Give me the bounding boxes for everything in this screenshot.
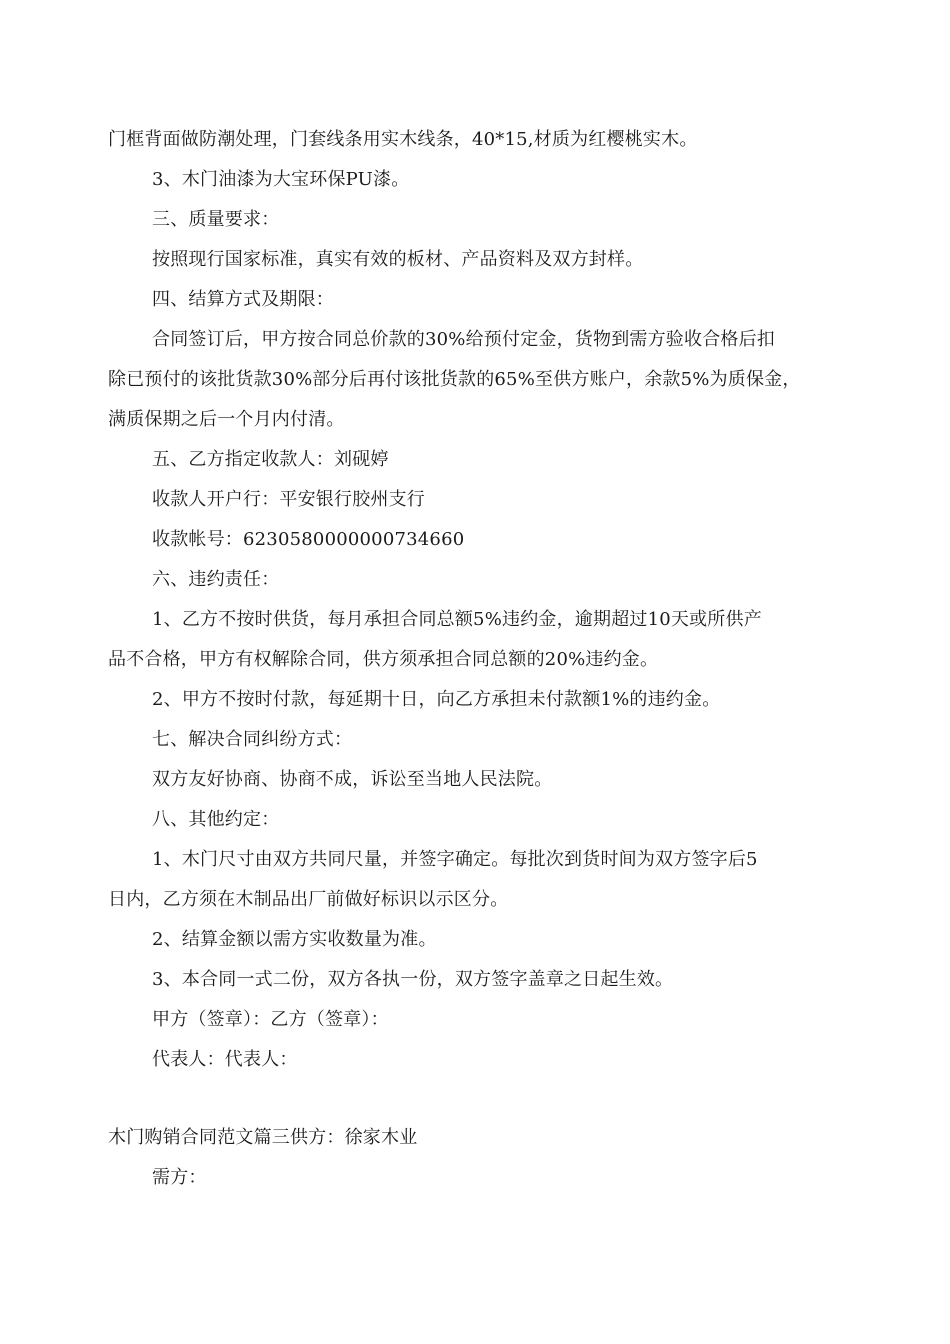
text-line: 日内，乙方须在木制品出厂前做好标识以示区分。	[108, 889, 509, 910]
text-line: 合同签订后，甲方按合同总价款的30%给预付定金，货物到需方验收合格后扣	[152, 329, 776, 350]
section-heading: 三、质量要求：	[152, 209, 280, 230]
next-article-title: 木门购销合同范文篇三供方：徐家木业	[108, 1127, 418, 1148]
text-line: 2、结算金额以需方实收数量为准。	[152, 929, 437, 950]
signature-line: 甲方（签章）：乙方（签章）：	[152, 1009, 389, 1030]
text-line: 2、甲方不按时付款，每延期十日，向乙方承担未付款额1%的违约金。	[152, 689, 721, 710]
text-line: 除已预付的该批货款30%部分后再付该批货款的65%至供方账户，余款5%为质保金，	[108, 369, 801, 390]
text-line: 双方友好协商、协商不成，诉讼至当地人民法院。	[152, 769, 553, 790]
text-line: 3、本合同一式二份，双方各执一份，双方签字盖章之日起生效。	[152, 969, 674, 990]
representative-line: 代表人：代表人：	[152, 1049, 298, 1070]
text-line: 品不合格，甲方有权解除合同，供方须承担合同总额的20%违约金。	[108, 649, 659, 670]
section-heading: 五、乙方指定收款人：刘砚婷	[152, 449, 389, 470]
text-line: 1、木门尺寸由双方共同尺量，并签字确定。每批次到货时间为双方签字后5	[152, 849, 758, 870]
text-line: 门框背面做防潮处理，门套线条用实木线条，40*15,材质为红樱桃实木。	[108, 129, 698, 150]
section-heading: 六、违约责任：	[152, 569, 280, 590]
section-heading: 七、解决合同纠纷方式：	[152, 729, 353, 750]
text-line: 收款人开户行：平安银行胶州支行	[152, 489, 425, 510]
section-heading: 四、结算方式及期限：	[152, 289, 334, 310]
section-heading: 八、其他约定：	[152, 809, 280, 830]
text-line: 需方：	[152, 1167, 207, 1188]
text-line: 满质保期之后一个月内付清。	[108, 409, 345, 430]
text-line: 按照现行国家标准，真实有效的板材、产品资料及双方封样。	[152, 249, 644, 270]
text-line: 3、木门油漆为大宝环保PU漆。	[152, 169, 410, 190]
text-line: 收款帐号：6230580000000734660	[152, 529, 465, 550]
text-line: 1、乙方不按时供货，每月承担合同总额5%违约金，逾期超过10天或所供产	[152, 609, 762, 630]
